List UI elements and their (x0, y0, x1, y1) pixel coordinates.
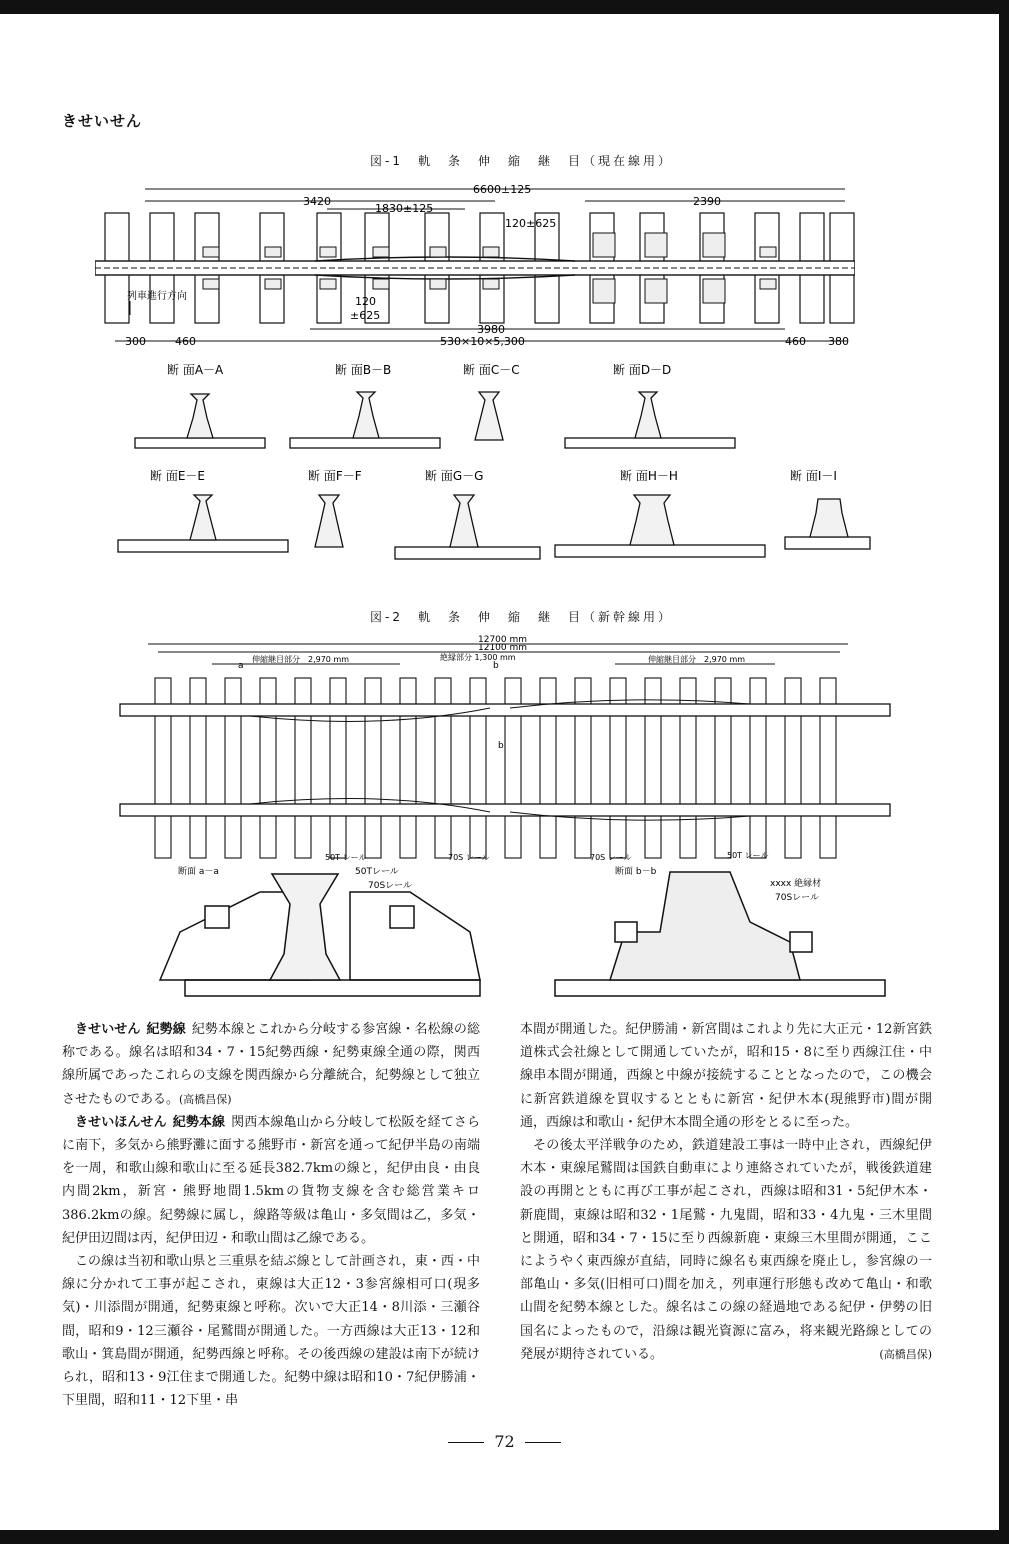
marker-b-bottom: b (498, 741, 504, 751)
section-b-title: 断面 b－b (615, 867, 657, 877)
section-title-dd: 断 面D－D (613, 363, 672, 377)
section-b-label1: xxxx 絶縁材 (770, 879, 822, 889)
entry-author: (高橋昌保) (179, 1092, 232, 1106)
dim-bottom-small: 120 (355, 295, 376, 308)
section-title-ff: 断 面F－F (308, 469, 362, 483)
figure2-plan-diagram (100, 630, 900, 870)
fig2-insulation: 絶縁部分 1,300 mm (440, 653, 516, 662)
section-title-cc: 断 面C－C (463, 363, 520, 377)
paragraph: この線は当初和歌山県と三重県を結ぶ線として計画され，東・西・中線に分かれて工事が起こされ，東線は大正12・3参宮線相可口(現多気)・川添間が開通，紀勢東線と呼称。次いで大正14・8川添・三瀬谷間，昭和9・12三瀬谷・尾鷲間が開通した。一方西線は大正13・12和歌山・箕島間が開通，紀勢西線と呼称。その後西線の建設は南下が続けられ，昭和13・9江住まで開通した。紀勢中線は昭和10・7紀伊勝浦・下里間，昭和11・12下里・串 (62, 1254, 480, 1409)
entry-keyword-kanji: 紀勢線 (146, 1022, 186, 1037)
entry-keyword: きせいせん (75, 1022, 141, 1037)
dim-end-right-a: 460 (785, 335, 806, 348)
fig2-exp-right: 伸縮継目部分 2,970 mm (648, 655, 746, 664)
section-title-hh: 断 面H－H (620, 469, 678, 483)
right-border (999, 0, 1009, 1544)
section-title-ii: 断 面I－I (790, 469, 837, 483)
figure2-sections (150, 862, 890, 1002)
paragraph-body: その後太平洋戦争のため，鉄道建設工事は一時中止され，西線紀伊木本・東線尾鷲間は国鉄自動車により連絡されていたが，戦後鉄道建設の再開とともに再び工事が起こされ，西線は昭和31・5紀伊木本・新鹿間，東線は昭和32・1尾鷲・九鬼間，昭和33・4九鬼・三木里間と開通，昭和34・7・15に至り西線新鹿・東線三木里間が開通，ここにようやく東西線が直結，同時に線名も東西線を廃止し，参宮線の一部亀山・多気(旧相可口)間を加え，列車運行形態も改めて亀山・和歌山間を紀勢本線とした。線名はこの線の経過地である紀伊・伊勢の旧国名によったもので，沿線は観光資源に富み，将来観光路線としての発展が期待されている。 (520, 1138, 932, 1362)
direction-label: 列車進行方向 (127, 291, 187, 302)
entry-kisei-honsen (62, 1111, 480, 1250)
article-right-column (520, 1018, 932, 1366)
figure1-plan-diagram (95, 175, 855, 355)
fig2-inner: 12100 mm (478, 643, 528, 653)
marker-a-top: a (238, 661, 244, 671)
dim-small: 120±625 (505, 217, 557, 230)
article-left-column (62, 1018, 480, 1412)
rail-label-2: 70S レール (448, 853, 490, 862)
section-title-aa: 断 面A－A (167, 363, 224, 377)
fig2-exp-left: 伸縮継目部分 2,970 mm (252, 655, 350, 664)
dim-lower: 3980 (477, 323, 505, 336)
dim-middle: 1830±125 (375, 202, 434, 215)
dim-bottom-small2: ±625 (350, 309, 381, 322)
rail-label-1: 50T レール (325, 853, 367, 862)
page-number-rule-left (448, 1442, 484, 1443)
page-number-value: 72 (494, 1432, 515, 1451)
figure2-caption: 図-2 軌 条 伸 縮 継 目（新幹線用） (370, 610, 673, 624)
entry-keyword-kanji: 紀勢本線 (172, 1114, 226, 1130)
entry-body: 紀勢本線とこれから分岐する参宮線・名松線の総称である。線名は昭和34・7・15紀勢西線・紀勢東線全通の際，関西線所属であったこれらの支線を関西線から分離統合，紀勢線として独立させたものである。 (62, 1022, 480, 1107)
top-border (0, 0, 1009, 14)
entry-body: 関西本線亀山から分岐して松阪を経てさらに南下，多気から熊野灘に面する熊野市・新宮を通って紀伊半島の南端を一周，和歌山線和歌山に至る延長382.7kmの線と，紀伊由良・由良内間2km，新宮・熊野地間1.5kmの貨物支線を含む総営業キロ386.2kmの線。紀勢線に属し，線路等級は亀山・多気間は乙，多気・紀伊田辺間は丙，紀伊田辺・和歌山間は乙線である。 (62, 1114, 480, 1246)
section-a-label2: 70Sレール (368, 881, 412, 891)
paragraph-with-author (520, 1134, 932, 1366)
dim-end-left-b: 460 (175, 335, 196, 348)
bottom-border (0, 1530, 1009, 1544)
figure1-sections-row2 (110, 465, 890, 590)
marker-b-top: b (493, 661, 499, 671)
dim-left: 3420 (303, 195, 331, 208)
section-b-label2: 70Sレール (775, 893, 819, 903)
section-title-gg: 断 面G－G (425, 469, 484, 483)
page-number (0, 1432, 1009, 1451)
dim-end-left-a: 300 (125, 335, 146, 348)
paragraph: 本間が開通した。紀伊勝浦・新宮間はこれより先に大正元・12新宮鉄道株式会社線として開通していたが，昭和15・8に至り西線江住・中線串本間が開通，西線と中線が接続することとなったので，この機会に新宮鉄道線を買収するとともに新宮・紀伊木本(現熊野市)間が開通，西線は和歌山・紀伊木本間全通の形をとるに至った。 (520, 1022, 932, 1130)
fig2-overall: 12700 mm (478, 635, 528, 645)
dim-end-right-b: 380 (828, 335, 849, 348)
dim-total: 6600±125 (473, 183, 532, 196)
rail-label-4: 50T レール (727, 851, 769, 860)
page-number-rule-right (525, 1442, 561, 1443)
entry-author: (高橋昌保) (879, 1347, 932, 1361)
entry-kisei-sen (62, 1018, 480, 1111)
figure1-sections-row1 (125, 360, 775, 470)
section-a-label1: 50Tレール (355, 867, 399, 877)
dim-right: 2390 (693, 195, 721, 208)
entry-keyword: きせいほんせん (75, 1114, 167, 1130)
running-header: きせいせん (62, 112, 143, 130)
figure1-caption: 図-1 軌 条 伸 縮 継 目（現在線用） (370, 154, 673, 168)
section-title-ee: 断 面E－E (150, 469, 205, 483)
section-title-bb: 断 面B－B (335, 363, 392, 377)
dim-sleeper: 530×10×5,300 (440, 335, 525, 348)
rail-label-3: 70S レール (590, 853, 632, 862)
section-a-title: 断面 a－a (178, 867, 219, 877)
